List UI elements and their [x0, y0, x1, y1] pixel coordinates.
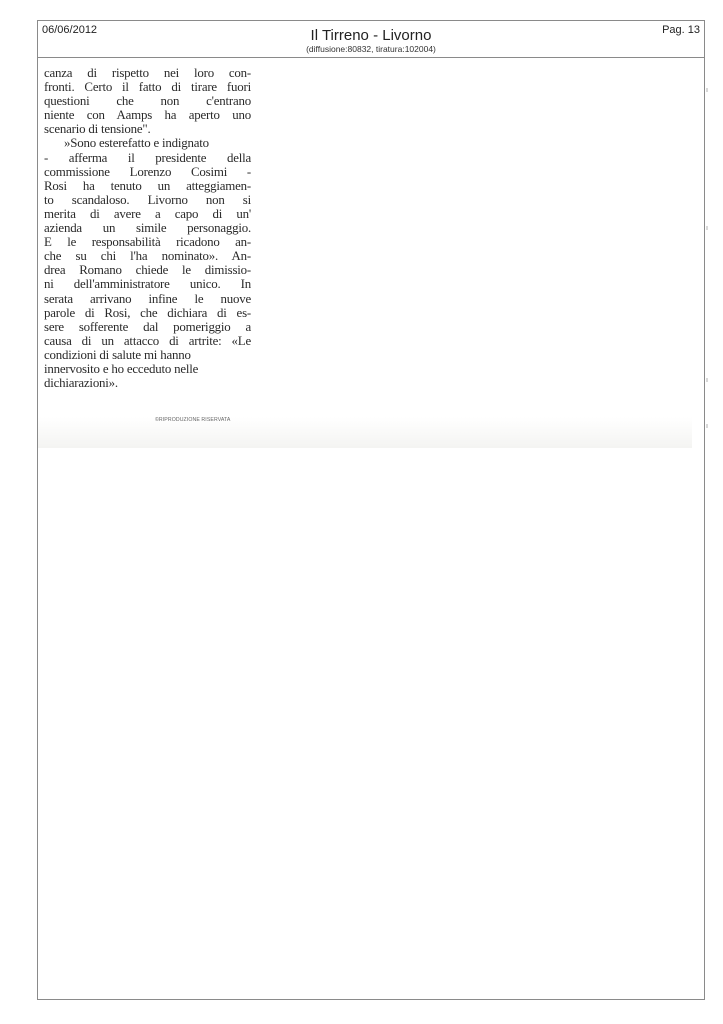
article-line: E le responsabilità ricadono an-	[44, 235, 251, 250]
article-line: azienda un simile personaggio.	[44, 221, 251, 236]
publication-date: 06/06/2012	[42, 24, 98, 36]
article-line: condizioni di salute mi hanno	[44, 347, 191, 362]
article-line: - afferma il presidente della	[44, 150, 251, 165]
scan-edge-mark	[706, 378, 708, 382]
article-line: commissione Lorenzo Cosimi -	[44, 164, 251, 179]
copyright-notice: ©RIPRODUZIONE RISERVATA	[155, 417, 231, 423]
article-line: fronti. Certo il fatto di tirare fuori	[44, 80, 251, 95]
article-line: serata arrivano infine le nuove	[44, 291, 251, 306]
article-line: causa di un attacco di artrite: «Le	[44, 333, 251, 348]
article-line: Rosi ha tenuto un atteggiamen-	[44, 178, 251, 193]
scan-edge-mark	[706, 88, 708, 92]
article-line: sere sofferente dal pomeriggio a	[44, 319, 251, 334]
circulation-info: (diffusione:80832, tiratura:102004)	[306, 44, 436, 54]
scan-edge-mark	[706, 424, 708, 428]
article-line: canza di rispetto nei loro con-	[44, 66, 251, 80]
article-line: to scandaloso. Livorno non si	[44, 192, 251, 207]
scan-edge-mark	[706, 226, 708, 230]
header-masthead	[37, 27, 705, 54]
article-column	[44, 66, 251, 390]
header-divider	[37, 57, 705, 58]
publication-title: Il Tirreno - Livorno	[310, 27, 432, 44]
article-line: questioni che non c'entrano	[44, 94, 251, 109]
article-line: »Sono esterefatto e indignato	[64, 136, 209, 151]
article-line: che su chi l'ha nominato». An-	[44, 249, 251, 264]
article-line: drea Romano chiede le dimissio-	[44, 263, 251, 278]
page-number: Pag. 13	[662, 24, 700, 36]
article-line: parole di Rosi, che dichiara di es-	[44, 305, 251, 320]
article-line: dichiarazioni».	[44, 376, 118, 391]
article-line: scenario di tensione".	[44, 122, 151, 137]
article-line: niente con Aamps ha aperto uno	[44, 108, 251, 123]
article-line: ni dell'amministratore unico. In	[44, 277, 251, 292]
article-line: merita di avere a capo di un'	[44, 206, 251, 221]
article-line: innervosito e ho ecceduto nelle	[44, 361, 199, 376]
